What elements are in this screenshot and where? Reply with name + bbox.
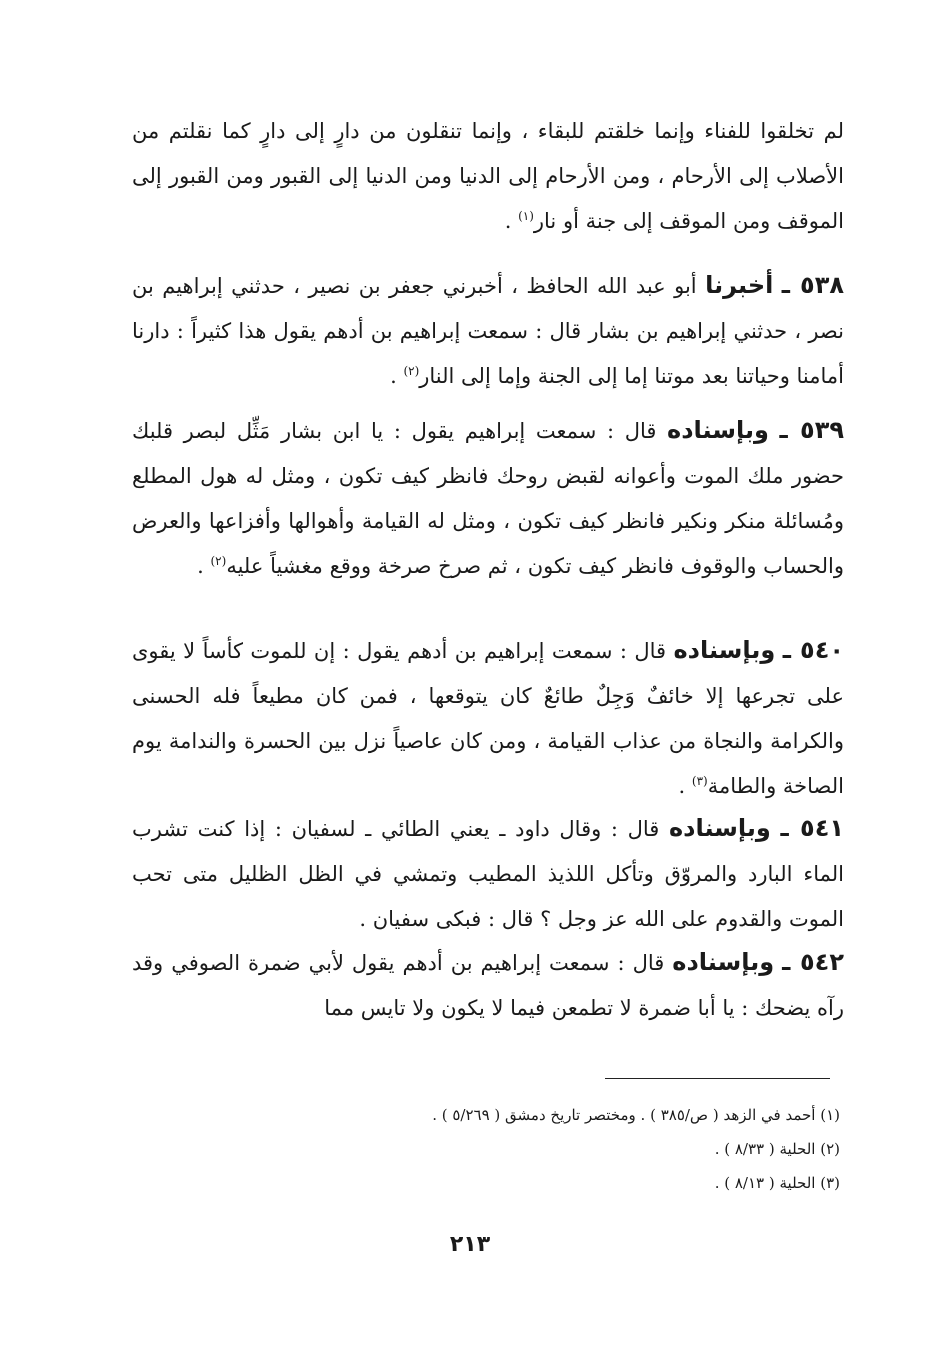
paragraph-542 [132,940,844,1031]
paragraph-lead-word: وبإسناده [672,948,775,976]
paragraph-text: أبو عبد الله الحافظ ، أخبرني جعفر بن نصير ، حدثني إبراهيم بن نصر ، حدثني إبراهيم بن بشار قال : سمعت إبراهيم بن أدهم يقول هذا كثيراً : دارنا أمامنا وحياتنا بعد موتنا إما إلى الجنة وإما إلى النار [132,274,844,388]
paragraph-number: ٥٣٩ ـ [779,416,844,444]
paragraph-end: . [504,209,519,233]
paragraph-end: . [678,774,692,798]
page-number: ٢١٣ [449,1232,491,1257]
footnote-2: (٢) الحلية ( ٨/٣٣ ) . [714,1140,840,1158]
paragraph-538 [132,263,844,399]
paragraph-number: ٥٤١ ـ [780,814,844,842]
paragraph-number: ٥٤٠ ـ [782,636,844,664]
paragraph-text: قال : وقال داود ـ يعني الطائي ـ لسفيان : إذا كنت تشرب الماء البارد والمروّق وتأكل اللذيذ المطيب وتمشي في الظل الظليل متى تحب الموت والقدوم على الله عز وجل ؟ قال : فبكى سفيان . [132,817,844,931]
footnote-ref: (٣) [691,774,708,788]
paragraph-lead-word: وبإسناده [669,814,771,842]
paragraph-text: قال : سمعت إبراهيم بن أدهم يقول : إن للموت كأساً لا يقوى على تجرعها إلا خائفٌ وَجِلٌ طائعٌ كان يتوقعها ، فمن كان مطيعاً فله الحسنى والكرامة والنجاة من عذاب القيامة ، ومن كان عاصياً نزل بين الحسرة والندامة يوم الصاخة والطامة [132,639,844,798]
footnote-3: (٣) الحلية ( ٨/١٣ ) . [714,1174,840,1192]
paragraph-end: . [390,364,404,388]
paragraph-end: . [197,554,211,578]
footnote-ref: (٢) [210,554,227,568]
footnote-divider [605,1078,830,1079]
paragraph-lead-word: أخبرنا [705,271,774,299]
footnote-ref: (٢) [403,364,420,378]
footnotes [300,1098,840,1200]
paragraph-540 [132,628,844,809]
paragraph-lead-word: وبإسناده [667,416,769,444]
paragraph-539 [132,408,844,589]
paragraph-text: لم تخلقوا للفناء وإنما خلقتم للبقاء ، وإنما تنقلون من دارٍ إلى دارٍ كما نقلتم من الأصلاب إلى الأرحام ، ومن الأرحام إلى الدنيا ومن الدنيا إلى القبور ومن القبور إلى الموقف ومن الموقف إلى جنة أو نار [132,119,844,233]
footnote-1: (١) أحمد في الزهد ( ص/٣٨٥ ) . ومختصر تاريخ دمشق ( ٥/٢٦٩ ) . [432,1106,840,1124]
paragraph-continuation [132,108,844,244]
paragraph-541 [132,806,844,942]
paragraph-number: ٥٣٨ ـ [781,271,844,299]
paragraph-lead-word: وبإسناده [673,636,776,664]
paragraph-number: ٥٤٢ ـ [782,948,844,976]
footnote-ref: (١) [518,209,534,223]
paragraph-text: قال : سمعت إبراهيم يقول : يا ابن بشار مَثِّل لبصر قلبك حضور ملك الموت وأعوانه لقبض روحك فانظر كيف تكون ، ومثل له هول المطلع ومُسائلة منكر ونكير فانظر كيف تكون ، ومثل له القيامة وأهوالها وأفزاعها والعرض والحساب والوقوف فانظر كيف تكون ، ثم صرخ صرخة ووقع مغشياً عليه [132,419,844,578]
paragraph-text: قال : سمعت إبراهيم بن أدهم يقول لأبي ضمرة الصوفي وقد رآه يضحك : يا أبا ضمرة لا تطمعن فيما لا يكون ولا تايس مما [132,951,844,1020]
